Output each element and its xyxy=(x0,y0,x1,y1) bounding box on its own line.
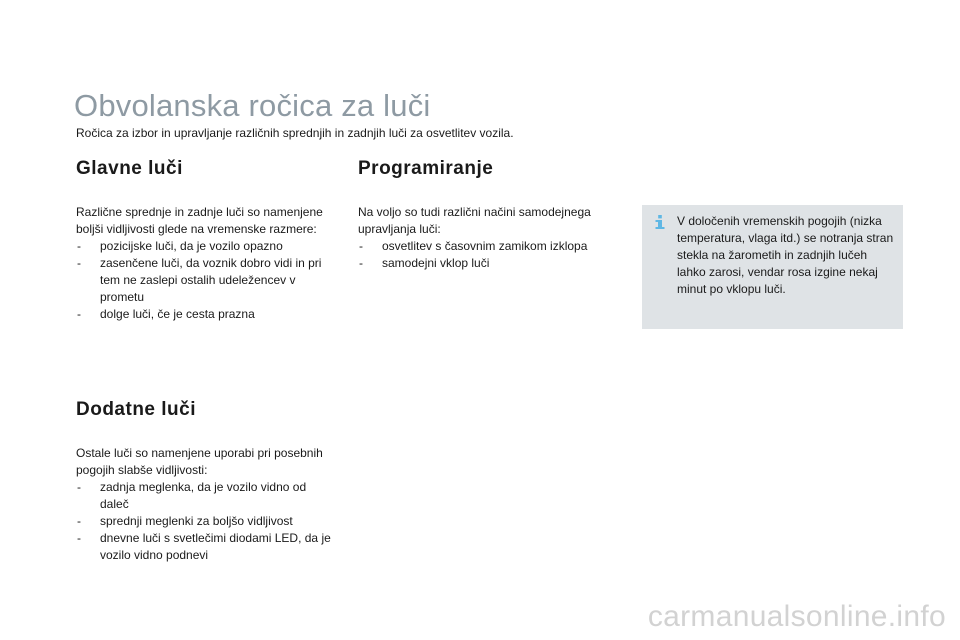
additional-lights-item-drl: - dnevne luči s svetlečimi diodami LED, da je vozilo vidno podnevi xyxy=(76,530,338,564)
page-title: Obvolanska ročica za luči xyxy=(74,88,431,123)
programming-item-delayed-off: - osvetlitev s časovnim zamikom izklopa xyxy=(358,238,613,255)
programming-intro-line-1: Na voljo so tudi različni načini samodejnega xyxy=(358,205,591,219)
main-lights-heading: Glavne luči xyxy=(76,158,183,179)
programming-body xyxy=(358,204,613,272)
main-lights-item-position: - pozicijske luči, da je vozilo opazno xyxy=(76,238,338,255)
watermark: carmanualsonline.info xyxy=(647,600,946,633)
main-lights-list xyxy=(76,238,338,323)
programming-heading: Programiranje xyxy=(358,158,494,179)
page-subtitle: Ročica za izbor in upravljanje različnih sprednjih in zadnjih luči za osvetlitev vozila. xyxy=(76,126,514,140)
main-lights-item-dipped: - zasenčene luči, da voznik dobro vidi in pri tem ne zaslepi ostalih udeležencev v prometu xyxy=(76,255,338,306)
main-lights-intro-line-1: Različne sprednje in zadnje luči so namenjene xyxy=(76,205,323,219)
additional-lights-intro-line-2: pogojih slabše vidljivosti: xyxy=(76,463,208,477)
additional-lights-body xyxy=(76,445,338,564)
programming-intro-line-2: upravljanja luči: xyxy=(358,222,441,236)
info-icon xyxy=(652,214,668,230)
info-note-box xyxy=(642,205,903,329)
info-note-text: V določenih vremenskih pogojih (nizka temperatura, vlaga itd.) se notranja stran stekla na žarometih in zadnjih lučeh lahko zarosi, vendar rosa izgine nekaj minut po vklopu luči. xyxy=(677,214,894,296)
additional-lights-heading: Dodatne luči xyxy=(76,399,197,420)
programming-list xyxy=(358,238,613,272)
main-lights-item-high-beam: - dolge luči, če je cesta prazna xyxy=(76,306,338,323)
main-lights-intro-line-2: boljši vidljivosti glede na vremenske razmere: xyxy=(76,222,317,236)
programming-item-auto-on: - samodejni vklop luči xyxy=(358,255,613,272)
main-lights-body xyxy=(76,204,338,323)
additional-lights-item-rear-fog: - zadnja meglenka, da je vozilo vidno od daleč xyxy=(76,479,338,513)
additional-lights-list xyxy=(76,479,338,564)
additional-lights-intro-line-1: Ostale luči so namenjene uporabi pri posebnih xyxy=(76,446,323,460)
additional-lights-item-front-fog: - sprednji meglenki za boljšo vidljivost xyxy=(76,513,338,530)
